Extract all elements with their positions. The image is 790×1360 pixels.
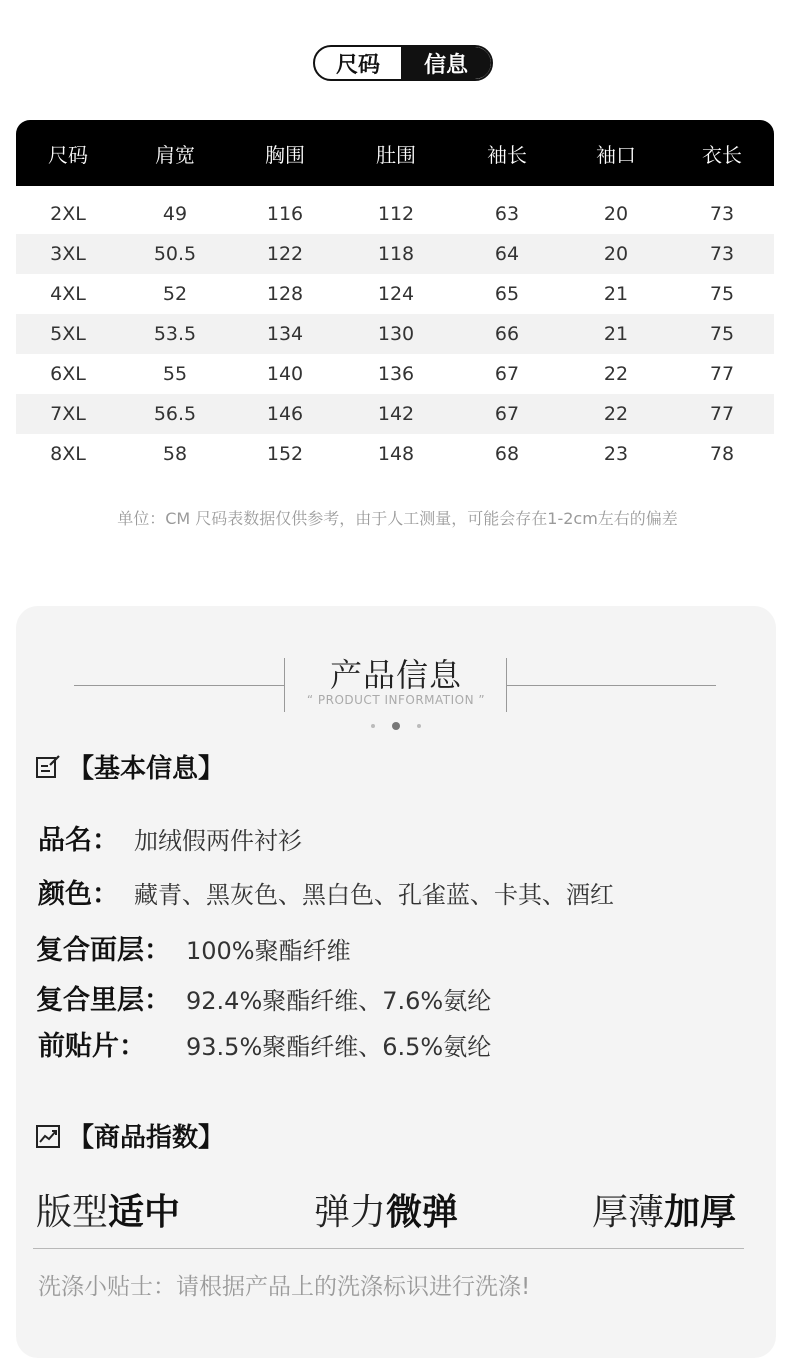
table-cell: 55 xyxy=(162,363,188,385)
column-header: 尺码 xyxy=(48,142,88,167)
table-cell: 136 xyxy=(377,363,415,385)
table-row xyxy=(16,274,774,314)
table-cell: 3XL xyxy=(50,243,86,265)
table-cell: 128 xyxy=(266,283,304,305)
table-cell: 4XL xyxy=(50,283,86,305)
table-cell: 63 xyxy=(494,203,520,225)
measurement-note: 单位：CM 尺码表数据仅供参考，由于人工测量，可能会存在1-2cm左右的偏差 xyxy=(117,509,678,528)
table-cell: 148 xyxy=(377,443,415,465)
basic-info-heading xyxy=(34,748,224,785)
table-cell: 56.5 xyxy=(153,403,197,425)
index-thickness xyxy=(592,1184,736,1235)
info-value: 加绒假两件衬衫 xyxy=(134,827,302,855)
table-row xyxy=(16,314,774,354)
info-row-front-patch xyxy=(38,1024,491,1063)
dot xyxy=(417,724,421,728)
table-cell: 118 xyxy=(377,243,415,265)
column-header: 袖长 xyxy=(487,142,527,167)
table-cell: 22 xyxy=(603,403,629,425)
table-cell: 75 xyxy=(709,283,735,305)
dot-active xyxy=(392,722,400,730)
washing-tips: 洗涤小贴士：请根据产品上的洗涤标识进行洗涤! xyxy=(38,1274,531,1300)
table-cell: 23 xyxy=(603,443,629,465)
table-row xyxy=(16,234,774,274)
table-cell: 73 xyxy=(709,243,735,265)
index-label: 版型 xyxy=(36,1192,109,1233)
product-index-title: 【商品指数】 xyxy=(68,1123,225,1153)
index-value: 加厚 xyxy=(664,1192,737,1233)
table-cell: 68 xyxy=(494,443,520,465)
table-cell: 58 xyxy=(162,443,188,465)
trend-chart-icon xyxy=(34,1122,62,1150)
info-key: 品名： xyxy=(38,825,119,856)
table-cell: 134 xyxy=(266,323,304,345)
table-row xyxy=(16,434,774,474)
table-cell: 152 xyxy=(266,443,304,465)
table-row xyxy=(16,394,774,434)
column-header: 胸围 xyxy=(265,142,305,167)
table-cell: 146 xyxy=(266,403,304,425)
table-cell: 64 xyxy=(494,243,520,265)
table-cell: 6XL xyxy=(50,363,86,385)
info-value: 92.4%聚酯纤维、7.6%氨纶 xyxy=(186,987,492,1015)
table-cell: 49 xyxy=(162,203,188,225)
table-cell: 77 xyxy=(709,363,735,385)
table-cell: 78 xyxy=(709,443,735,465)
basic-info-title: 【基本信息】 xyxy=(68,754,225,784)
info-key: 复合面层： xyxy=(36,935,171,966)
table-cell: 75 xyxy=(709,323,735,345)
size-table xyxy=(16,120,774,474)
info-row-outer-layer xyxy=(36,928,351,967)
product-index-row xyxy=(36,1184,746,1232)
table-cell: 77 xyxy=(709,403,735,425)
index-fit xyxy=(36,1184,180,1235)
index-label: 厚薄 xyxy=(592,1192,665,1233)
info-row-color xyxy=(38,872,614,911)
info-row-name xyxy=(38,818,302,857)
table-row xyxy=(16,194,774,234)
column-header: 衣长 xyxy=(702,142,742,167)
table-cell: 50.5 xyxy=(153,243,197,265)
table-cell: 124 xyxy=(377,283,415,305)
product-index-heading xyxy=(34,1117,224,1154)
table-cell: 2XL xyxy=(50,203,86,225)
carousel-dots xyxy=(371,722,421,730)
table-cell: 20 xyxy=(603,243,629,265)
table-cell: 8XL xyxy=(50,443,86,465)
table-cell: 53.5 xyxy=(153,323,197,345)
table-cell: 67 xyxy=(494,363,520,385)
card-subtitle: “ PRODUCT INFORMATION ” xyxy=(306,693,486,707)
divider xyxy=(33,1248,744,1249)
info-key: 颜色： xyxy=(38,879,119,910)
info-key: 前贴片： xyxy=(38,1031,146,1062)
table-cell: 67 xyxy=(494,403,520,425)
table-cell: 52 xyxy=(162,283,188,305)
info-key: 复合里层： xyxy=(36,985,171,1016)
product-info-card xyxy=(16,606,776,1358)
header-right-label: 信息 xyxy=(401,47,491,79)
table-cell: 21 xyxy=(603,323,629,345)
index-value: 微弹 xyxy=(386,1192,459,1233)
table-cell: 112 xyxy=(377,203,415,225)
info-value: 藏青、黑灰色、黑白色、孔雀蓝、卡其、酒红 xyxy=(134,881,614,909)
info-value: 100%聚酯纤维 xyxy=(186,937,351,965)
table-cell: 20 xyxy=(603,203,629,225)
info-row-inner-layer xyxy=(36,978,491,1017)
table-cell: 65 xyxy=(494,283,520,305)
dot xyxy=(371,724,375,728)
table-cell: 140 xyxy=(266,363,304,385)
card-title: 产品信息 xyxy=(329,656,462,694)
table-cell: 130 xyxy=(377,323,415,345)
table-header xyxy=(16,120,774,186)
column-header: 肩宽 xyxy=(155,142,195,167)
index-value: 适中 xyxy=(108,1192,181,1233)
size-info-header xyxy=(313,45,493,81)
table-cell: 122 xyxy=(266,243,304,265)
info-value: 93.5%聚酯纤维、6.5%氨纶 xyxy=(186,1033,492,1061)
table-cell: 21 xyxy=(603,283,629,305)
table-cell: 66 xyxy=(494,323,520,345)
table-cell: 73 xyxy=(709,203,735,225)
table-row xyxy=(16,354,774,394)
table-cell: 22 xyxy=(603,363,629,385)
edit-note-icon xyxy=(34,753,62,781)
table-cell: 5XL xyxy=(50,323,86,345)
column-header: 袖口 xyxy=(596,142,636,167)
index-label: 弹力 xyxy=(314,1192,387,1233)
table-cell: 116 xyxy=(266,203,304,225)
column-header: 肚围 xyxy=(376,142,416,167)
header-left-label: 尺码 xyxy=(335,52,380,78)
table-cell: 7XL xyxy=(50,403,86,425)
table-cell: 142 xyxy=(377,403,415,425)
index-elasticity xyxy=(314,1184,458,1235)
